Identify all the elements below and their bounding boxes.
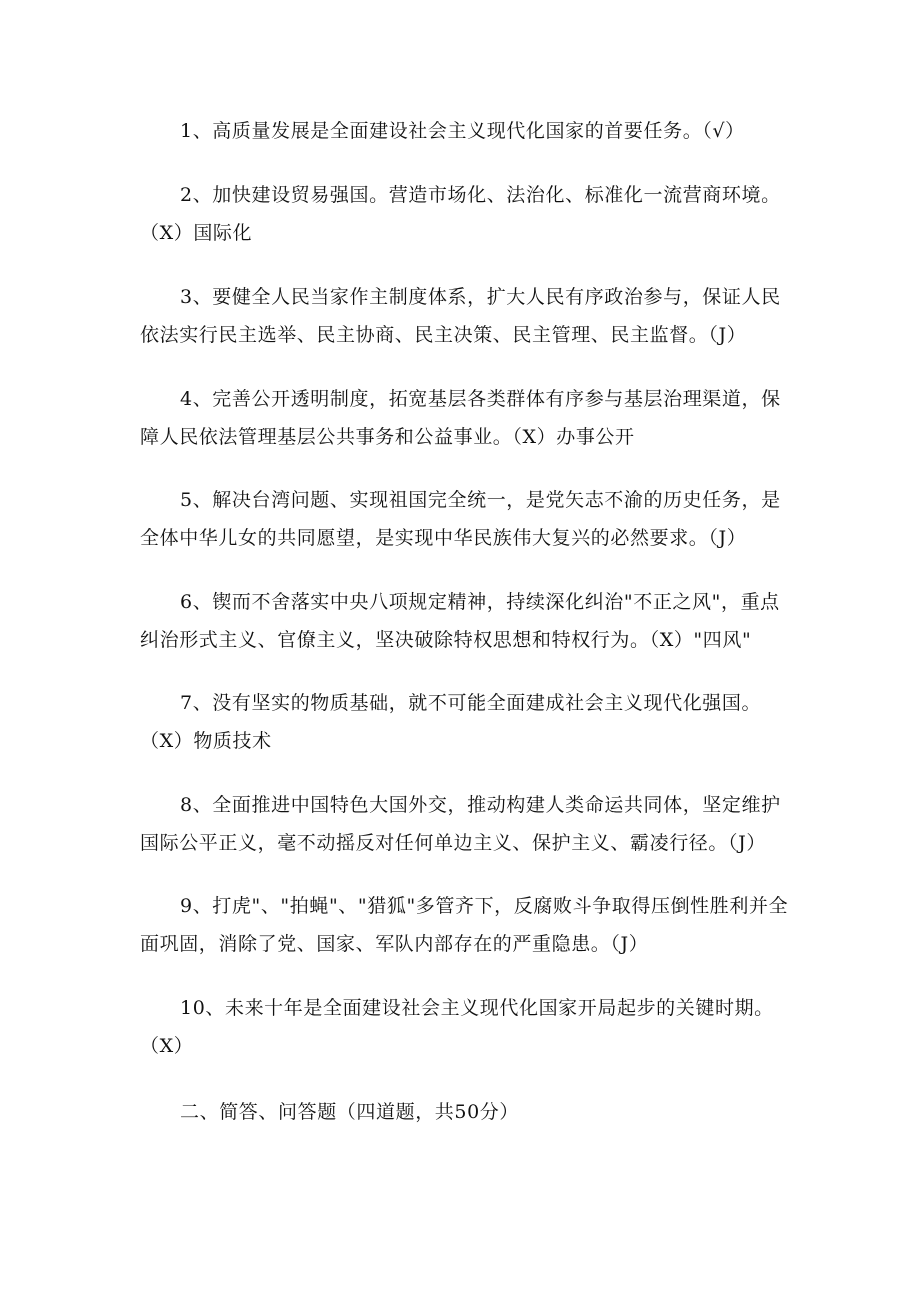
section-heading: 二、简答、问答题（四道题，共50分） xyxy=(180,1101,519,1123)
question-10: 10、未来十年是全面建设社会主义现代化国家开局起步的关键时期。（X） xyxy=(140,997,774,1057)
question-8: 8、全面推进中国特色大国外交，推动构建人类命运共同体，坚定维护国际公平正义，毫不动摇反对任何单边主义、保护主义、霸凌行径。（J） xyxy=(140,794,781,854)
question-2: 2、加快建设贸易强国。营造市场化、法治化、标准化一流营商环境。（X）国际化 xyxy=(140,184,781,244)
question-6: 6、锲而不舍落实中央八项规定精神，持续深化纠治"不正之风"，重点纠治形式主义、官僚主义，坚决破除特权思想和特权行为。（X）"四风" xyxy=(140,591,780,651)
question-3: 3、要健全人民当家作主制度体系，扩大人民有序政治参与，保证人民依法实行民主选举、民主协商、民主决策、民主管理、民主监督。（J） xyxy=(140,286,781,346)
question-9: 9、打虎"、"拍蝇"、"猎狐"多管齐下，反腐败斗争取得压倒性胜利并全面巩固，消除了党、国家、军队内部存在的严重隐患。（J） xyxy=(140,895,789,955)
question-1: 1、高质量发展是全面建设社会主义现代化国家的首要任务。（√） xyxy=(180,120,745,142)
question-4: 4、完善公开透明制度，拓宽基层各类群体有序参与基层治理渠道，保障人民依法管理基层公共事务和公益事业。（X）办事公开 xyxy=(140,388,781,448)
question-7: 7、没有坚实的物质基础，就不可能全面建成社会主义现代化强国。（X）物质技术 xyxy=(140,692,762,752)
question-5: 5、解决台湾问题、实现祖国完全统一，是党矢志不渝的历史任务，是全体中华儿女的共同愿望，是实现中华民族伟大复兴的必然要求。（J） xyxy=(140,489,781,549)
